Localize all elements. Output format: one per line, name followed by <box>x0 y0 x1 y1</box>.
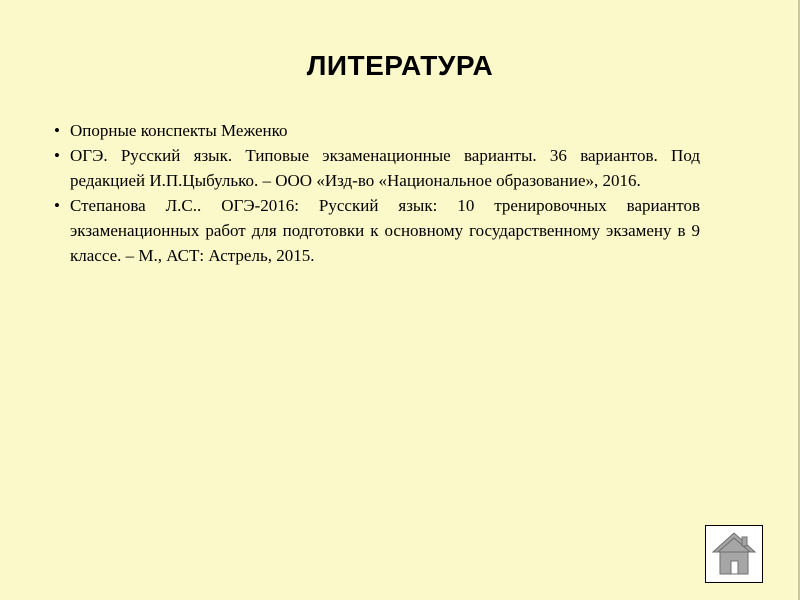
home-button[interactable] <box>705 525 763 583</box>
home-icon <box>706 526 762 582</box>
reference-item: • ОГЭ. Русский язык. Типовые экзаменационные варианты. 36 вариантов. Под редакцией И.П.Цыбулько. – ООО «Изд-во «Национальное образование», 2016. <box>50 143 700 193</box>
page-title: ЛИТЕРАТУРА <box>306 50 494 81</box>
reference-item: • Опорные конспекты Меженко <box>50 118 700 143</box>
reference-list <box>50 118 700 268</box>
reference-item: • Степанова Л.С.. ОГЭ-2016: Русский язык: 10 тренировочных вариантов экзаменационных работ для подготовки к основному государственному экзамену в 9 классе. – М., АСТ: Астрель, 2015. <box>50 193 700 268</box>
